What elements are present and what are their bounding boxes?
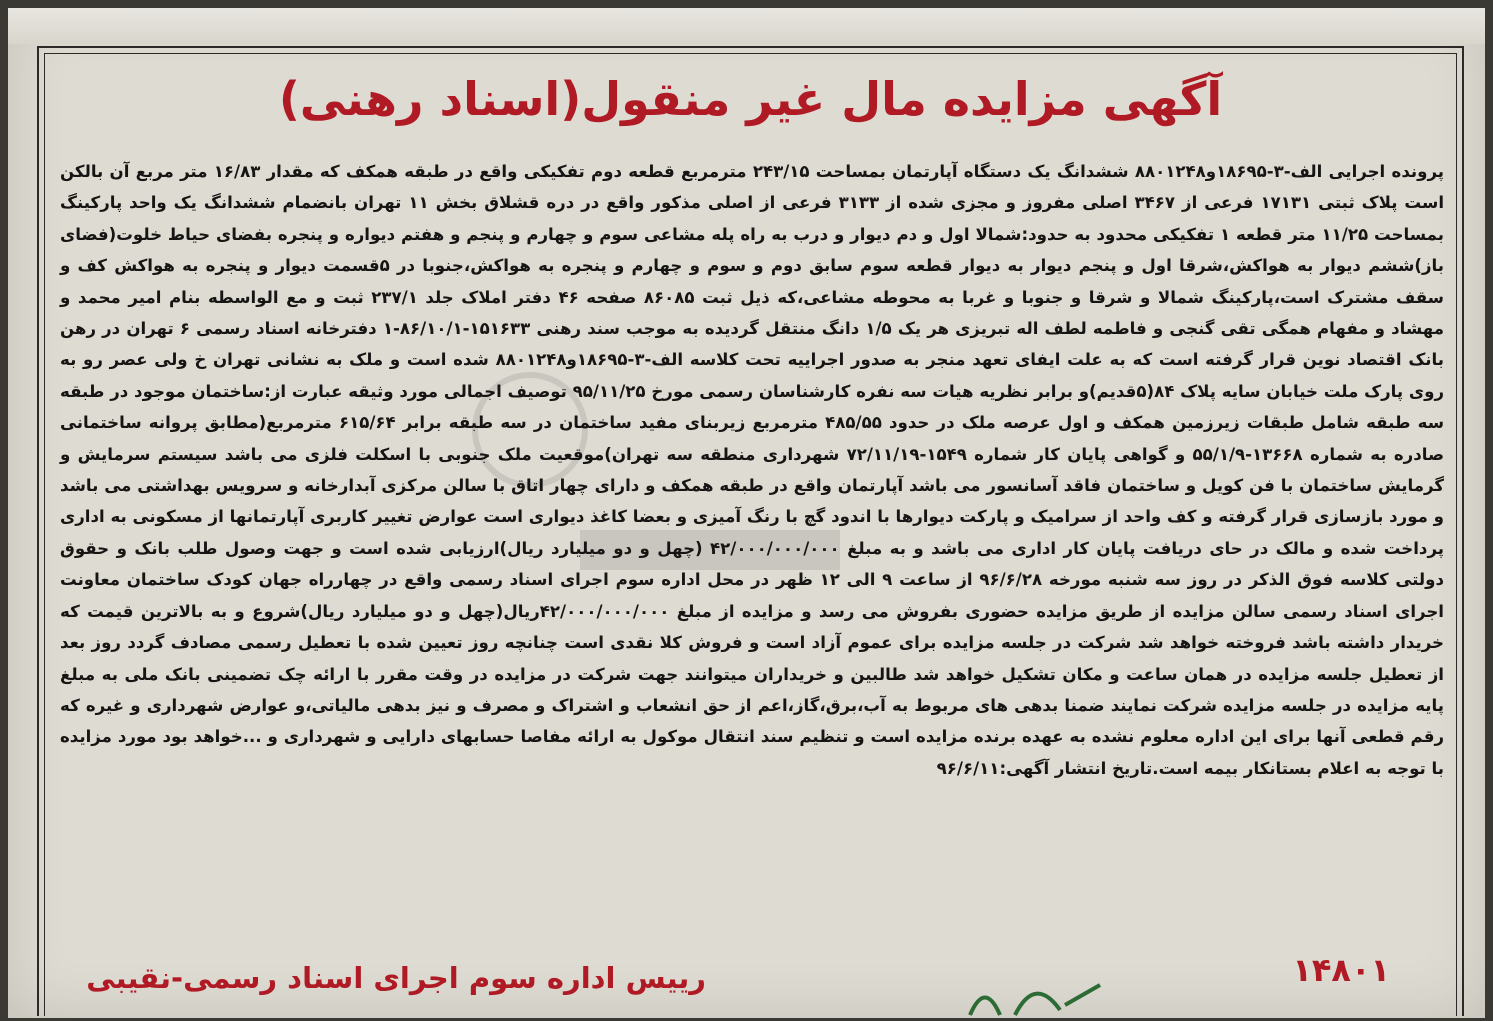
ad-body [60,156,1444,784]
signature-line: رییس اداره سوم اجرای اسناد رسمی-نقیبی [86,961,706,995]
handwritten-mark [960,975,1110,1021]
ad-body-text: پرونده اجرایی الف-۳-۱۸۶۹۵و۸۸۰۱۲۴۸ ششدانگ یک دستگاه آپارتمان بمساحت ۲۴۳/۱۵ مترمربع قطعه دوم تفکیکی واقع در طبقه همکف که مقدار ۱۶/۸۳ متر مربع آن بالکن است پلاک ثبتی ۱۷۱۳۱ فرعی از ۳۴۶۷ اصلی مفروز و مجزی شده از ۳۱۳۳ فرعی از اصلی مذکور واقع در دره قشلاق بخش ۱۱ تهران بانضمام ششدانگ یک واحد پارکینگ بمساحت ۱۱/۲۵ متر قطعه ۱ تفکیکی محدود به حدود:شمالا اول و دم دیوار و درب به راه پله مشاعی سوم و چهارم و پنجم و هفتم دیواره و پنجره بفضای حیاط خلوت(فضای باز)ششم دیوار به هواکش،شرقا اول و پنجم دیوار به دیوار قطعه سوم سابق دوم و سوم و چهارم و پنجره به هواکش،جنوبا در ۵قسمت دیوار و پنجره به هواکش کف و سقف مشترک است،پارکینگ شمالا و شرقا و جنوبا و غربا به محوطه مشاعی،که ذیل ثبت ۸۶۰۸۵ صفحه ۴۶ دفتر املاک جلد ۲۳۷/۱ ثبت و مع الواسطه بنام امیر محمد و مهشاد و مفهام همگی تقی گنجی و فاطمه لطف اله تبریزی هر یک ۱/۵ دانگ منتقل گردیده به موجب سند رهنی ۱۵۱۶۳۳-۸۶/۱۰/۱-۱ دفترخانه اسناد رسمی ۶ تهران در رهن بانک اقتصاد نوین قرار گرفته است که به علت ایفای تعهد منجر به صدور اجراییه تحت کلاسه الف-۳-۱۸۶۹۵و۸۸۰۱۲۴۸ شده است و ملک به نشانی تهران خ ولی عصر رو به روی پارک ملت خیابان سایه پلاک ۸۴(۵قدیم)و برابر نظریه هیات سه نفره کارشناسان رسمی مورخ ۹۵/۱۱/۲۵ توصیف اجمالی مورد وثیقه عبارت از:ساختمان موجود در طبقه سه طبقه شامل طبقات زیرزمین همکف و اول عرصه ملک در حدود ۴۸۵/۵۵ مترمربع زیربنای مفید ساختمان در سه طبقه برابر ۶۱۵/۶۴ مترمربع(مطابق پروانه ساختمانی صادره به شماره ۱۳۶۶۸-۵۵/۱/۹ و گواهی پایان کار شماره ۱۵۴۹-۷۲/۱۱/۱۹ شهرداری منطقه سه تهران)موقعیت ملک جنوبی با اسکلت فلزی می باشد سیستم سرمایش و گرمایش ساختمان با فن کویل و ساختمان فاقد آسانسور می باشد آپارتمان واقع در طبقه همکف و دارای چهار اتاق با سالن مرکزی آبدارخانه و سرویس بهداشتی می باشد و مورد بازسازی قرار گرفته و کف واحد از سرامیک و پارکت دیوارها با اندود گچ با رنگ آمیزی و بعضا کاغذ دیواری است عوارض تغییر کاربری آپارتمانها از مسکونی به اداری پرداخت شده و مالک در حای دریافت پایان کار اداری می باشد و به مبلغ ۴۲/۰۰۰/۰۰۰/۰۰۰ (چهل و دو میلیارد ریال)ارزیابی شده است و جهت وصول طلب بانک و حقوق دولتی کلاسه فوق الذکر در روز سه شنبه مورخه ۹۶/۶/۲۸ از ساعت ۹ الی ۱۲ ظهر در محل اداره سوم اجرای اسناد رسمی واقع در چهارراه جهان کودک ساختمان معاونت اجرای اسناد رسمی سالن مزایده از طریق مزایده حضوری بفروش می رسد و مزایده از مبلغ ۴۲/۰۰۰/۰۰۰/۰۰۰ریال(چهل و دو میلیارد ریال)شروع و به بالاترین قیمت که خریدار داشته باشد فروخته خواهد شد شرکت در جلسه مزایده برای عموم آزاد است و فروش کلا نقدی است چنانچه روز تعیین شده با تعطیل رسمی مصادف گردد روز بعد از تعطیل جلسه مزایده در همان ساعت و مکان تشکیل خواهد شد طالبین و خریداران میتوانند جهت شرکت در مزایده در وقت مقرر با ارائه چک تضمینی بانک ملی به مبلغ پایه مزایده در جلسه مزایده شرکت نمایند ضمنا بدهی های مربوط به آب،برق،گاز،اعم از حق انشعاب و اشتراک و مصرف و نیز بدهی مالیاتی،و عوارض شهرداری و غیره که رقم قطعی آنها برای این اداره معلوم نشده به عهده برنده مزایده است و تنظیم سند انتقال موکول به ارائه مفاصا حسابهای دارایی و شهرداری و ...خواهد بود مورد مزایده با توجه به اعلام بستانکار بیمه است.تاریخ انتشار آگهی:۹۶/۶/۱۱ [60,162,1445,778]
ad-title: آگهی مزایده مال غیر منقول(اسناد رهنی) [278,72,1223,126]
ad-number: ۱۴۸۰۱ [1292,951,1390,989]
handwritten-scribble [248,20,1248,42]
